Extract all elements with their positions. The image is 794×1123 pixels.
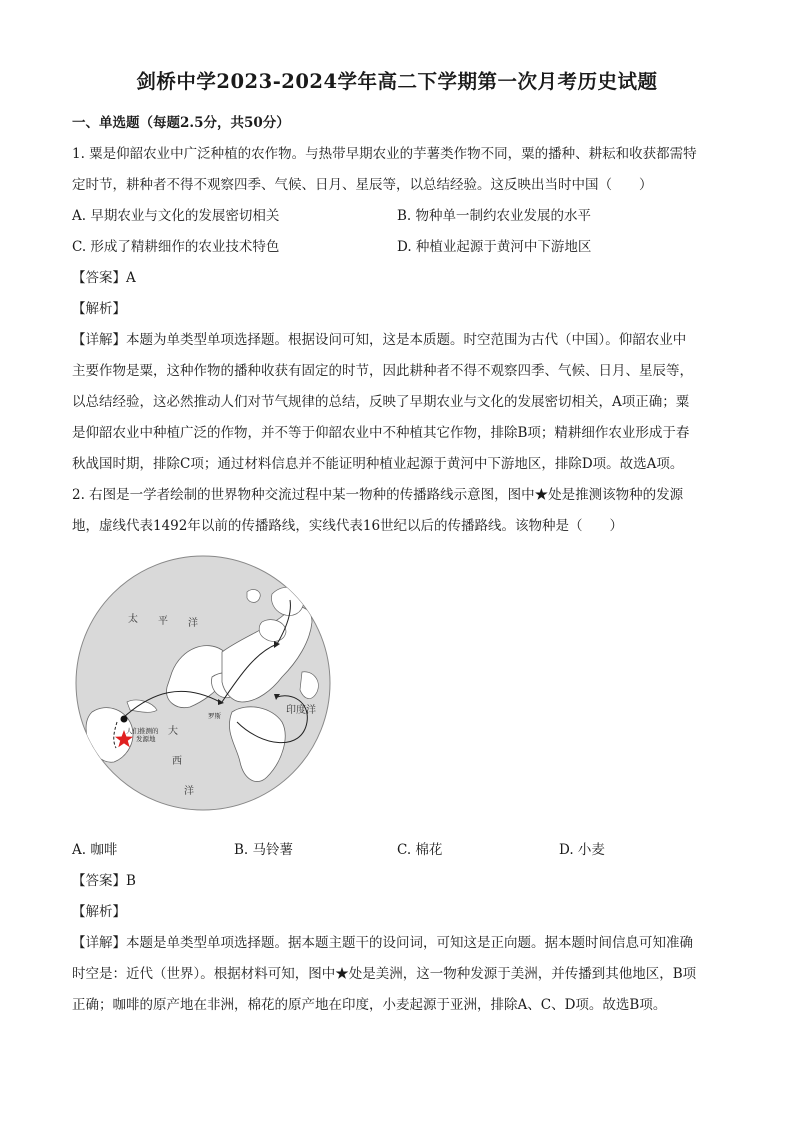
label-rome: 罗斯 [208, 712, 221, 720]
q2-option-b: B. 马铃薯 [234, 842, 294, 858]
q2-stem-line-2: 地，虚线代表1492年以前的传播路线，实线代表16世纪以后的传播路线。该物种是（ ） [72, 518, 624, 534]
q2-option-d: D. 小麦 [559, 842, 605, 858]
q1-option-c: C. 形成了精耕细作的农业技术特色 [72, 239, 280, 255]
q1-detail-line-3: 以总结经验，这必然推动人们对节气规律的总结，反映了早期农业与文化的发展密切相关，A项正确；粟 [72, 394, 690, 410]
q2-option-a: A. 咖啡 [72, 842, 118, 858]
species-spread-map [72, 552, 334, 814]
label-origin-line-1: 人们推测的 [126, 727, 159, 735]
q1-detail-line-1: 【详解】本题为单类型单项选择题。根据设问可知，这是本质题。时空范围为古代（中国）。仰韶农业中 [72, 332, 687, 348]
label-atlantic-3: 洋 [184, 786, 194, 797]
q1-detail-line-5: 秋战国时期，排除C项；通过材料信息并不能证明种植业起源于黄河中下游地区，排除D项。故选A项。 [72, 456, 684, 472]
q2-analysis-label: 【解析】 [72, 904, 126, 920]
q1-stem-line-2: 定时节，耕种者不得不观察四季、气候、日月、星辰等，以总结经验。这反映出当时中国（ ） [72, 177, 653, 193]
q2-stem-line-1: 2. 右图是一学者绘制的世界物种交流过程中某一物种的传播路线示意图，图中★处是推测该物种的发源 [72, 487, 684, 503]
q2-detail-line-3: 正确；咖啡的原产地在非洲，棉花的原产地在印度，小麦起源于亚洲，排除A、C、D项。故选B项。 [72, 997, 667, 1013]
q1-detail-line-2: 主要作物是粟，这种作物的播种收获有固定的时节，因此耕种者不得不观察四季、气候、日月、星辰等， [72, 363, 693, 379]
q2-detail-line-1: 【详解】本题是单类型单项选择题。据本题主题干的设问词，可知这是正向题。据本题时间信息可知准确 [72, 935, 693, 951]
q2-option-c: C. 棉花 [397, 842, 443, 858]
label-origin-line-2: 发源地 [136, 735, 156, 743]
label-pacific-3: 洋 [188, 618, 198, 629]
label-indian-ocean: 印度洋 [286, 705, 316, 716]
q1-answer: 【答案】A [72, 270, 136, 286]
q1-detail-line-4: 是仰韶农业中种植广泛的作物，并不等于仰韶农业中不种植其它作物，排除B项；精耕细作农业形成于春 [72, 425, 690, 441]
label-pacific-1: 太 [128, 614, 138, 625]
section-heading: 一、单选题（每题2.5分，共50分） [72, 115, 290, 131]
city-dot [121, 716, 128, 723]
q1-analysis-label: 【解析】 [72, 301, 126, 317]
q1-option-a: A. 早期农业与文化的发展密切相关 [72, 208, 280, 224]
q1-option-b: B. 物种单一制约农业发展的水平 [397, 208, 592, 224]
east-islands [247, 590, 260, 603]
q2-answer: 【答案】B [72, 873, 136, 889]
label-pacific-2: 平 [158, 616, 168, 627]
label-atlantic-2: 西 [172, 756, 182, 767]
page-title: 剑桥中学2023-2024学年高二下学期第一次月考历史试题 [136, 70, 658, 93]
q2-detail-line-2: 时空是：近代（世界）。根据材料可知，图中★处是美洲，这一物种发源于美洲，并传播到其他地区，B项 [72, 966, 697, 982]
q1-stem-line-1: 1. 粟是仰韶农业中广泛种植的农作物。与热带早期农业的芋薯类作物不同，粟的播种、耕耘和收获都需特 [72, 146, 697, 162]
q1-option-d: D. 种植业起源于黄河中下游地区 [397, 239, 592, 255]
label-atlantic-1: 大 [168, 726, 178, 737]
